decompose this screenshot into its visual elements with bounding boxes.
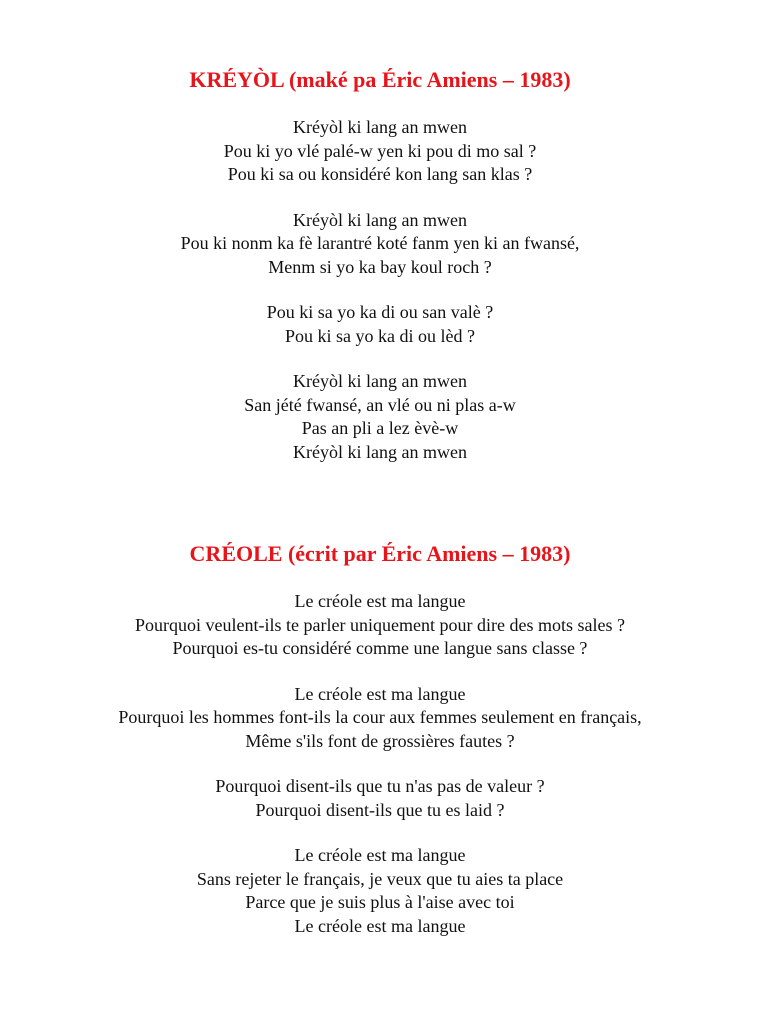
verse-line: Pourquoi veulent-ils te parler uniquement pour dire des mots sales ? [135, 614, 625, 635]
verse-line: Parce que je suis plus à l'aise avec toi [245, 892, 515, 912]
stanza [0, 209, 760, 280]
verse-line: Pou ki sa yo ka di ou lèd ? [285, 325, 475, 346]
verse-line: Kréyòl ki lang an mwen [293, 371, 467, 391]
stanza [0, 301, 760, 348]
verse-line: Pas an pli a lez èvè-w [301, 418, 459, 438]
verse-line: Sans rejeter le français, je veux que tu aies ta place [196, 868, 564, 889]
verse-line: Le créole est ma langue [294, 915, 466, 936]
verse-line: Le créole est ma langue [294, 683, 466, 704]
stanza [0, 844, 760, 938]
verse-line: Pou ki sa ou konsidéré kon lang san klas ? [227, 164, 533, 184]
verse-line: Pourquoi disent-ils que tu es laid ? [255, 799, 505, 820]
poem-title: CRÉOLE (écrit par Éric Amiens – 1983) [189, 541, 571, 566]
verse-line: Kréyòl ki lang an mwen [293, 117, 467, 137]
verse-line: Pourquoi es-tu considéré comme une langue sans classe ? [172, 638, 588, 658]
verse-line: San jété fwansé, an vlé ou ni plas a-w [244, 394, 516, 415]
verse-line: Pou ki sa yo ka di ou san valè ? [266, 302, 494, 322]
verse-line: Kréyòl ki lang an mwen [293, 441, 467, 462]
stanza [0, 775, 760, 822]
stanza [0, 683, 760, 754]
poem-title: KRÉYÒL (maké pa Éric Amiens – 1983) [189, 67, 571, 92]
poem-kreyol [0, 66, 760, 486]
poem-creole [0, 540, 760, 960]
stanza [0, 370, 760, 464]
verse-line: Pourquoi disent-ils que tu n'as pas de valeur ? [215, 776, 545, 796]
verse-line: Pou ki yo vlé palé-w yen ki pou di mo sal ? [223, 140, 537, 161]
verse-line: Menm si yo ka bay koul roch ? [268, 256, 492, 277]
verse-line: Le créole est ma langue [294, 845, 466, 865]
stanza [0, 590, 760, 661]
verse-line: Même s'ils font de grossières fautes ? [245, 730, 515, 751]
stanza [0, 116, 760, 187]
verse-line: Pourquoi les hommes font-ils la cour aux femmes seulement en français, [118, 707, 642, 727]
verse-line: Kréyòl ki lang an mwen [293, 209, 467, 230]
verse-line: Le créole est ma langue [294, 591, 466, 611]
verse-line: Pou ki nonm ka fè larantré koté fanm yen ki an fwansé, [180, 233, 580, 253]
